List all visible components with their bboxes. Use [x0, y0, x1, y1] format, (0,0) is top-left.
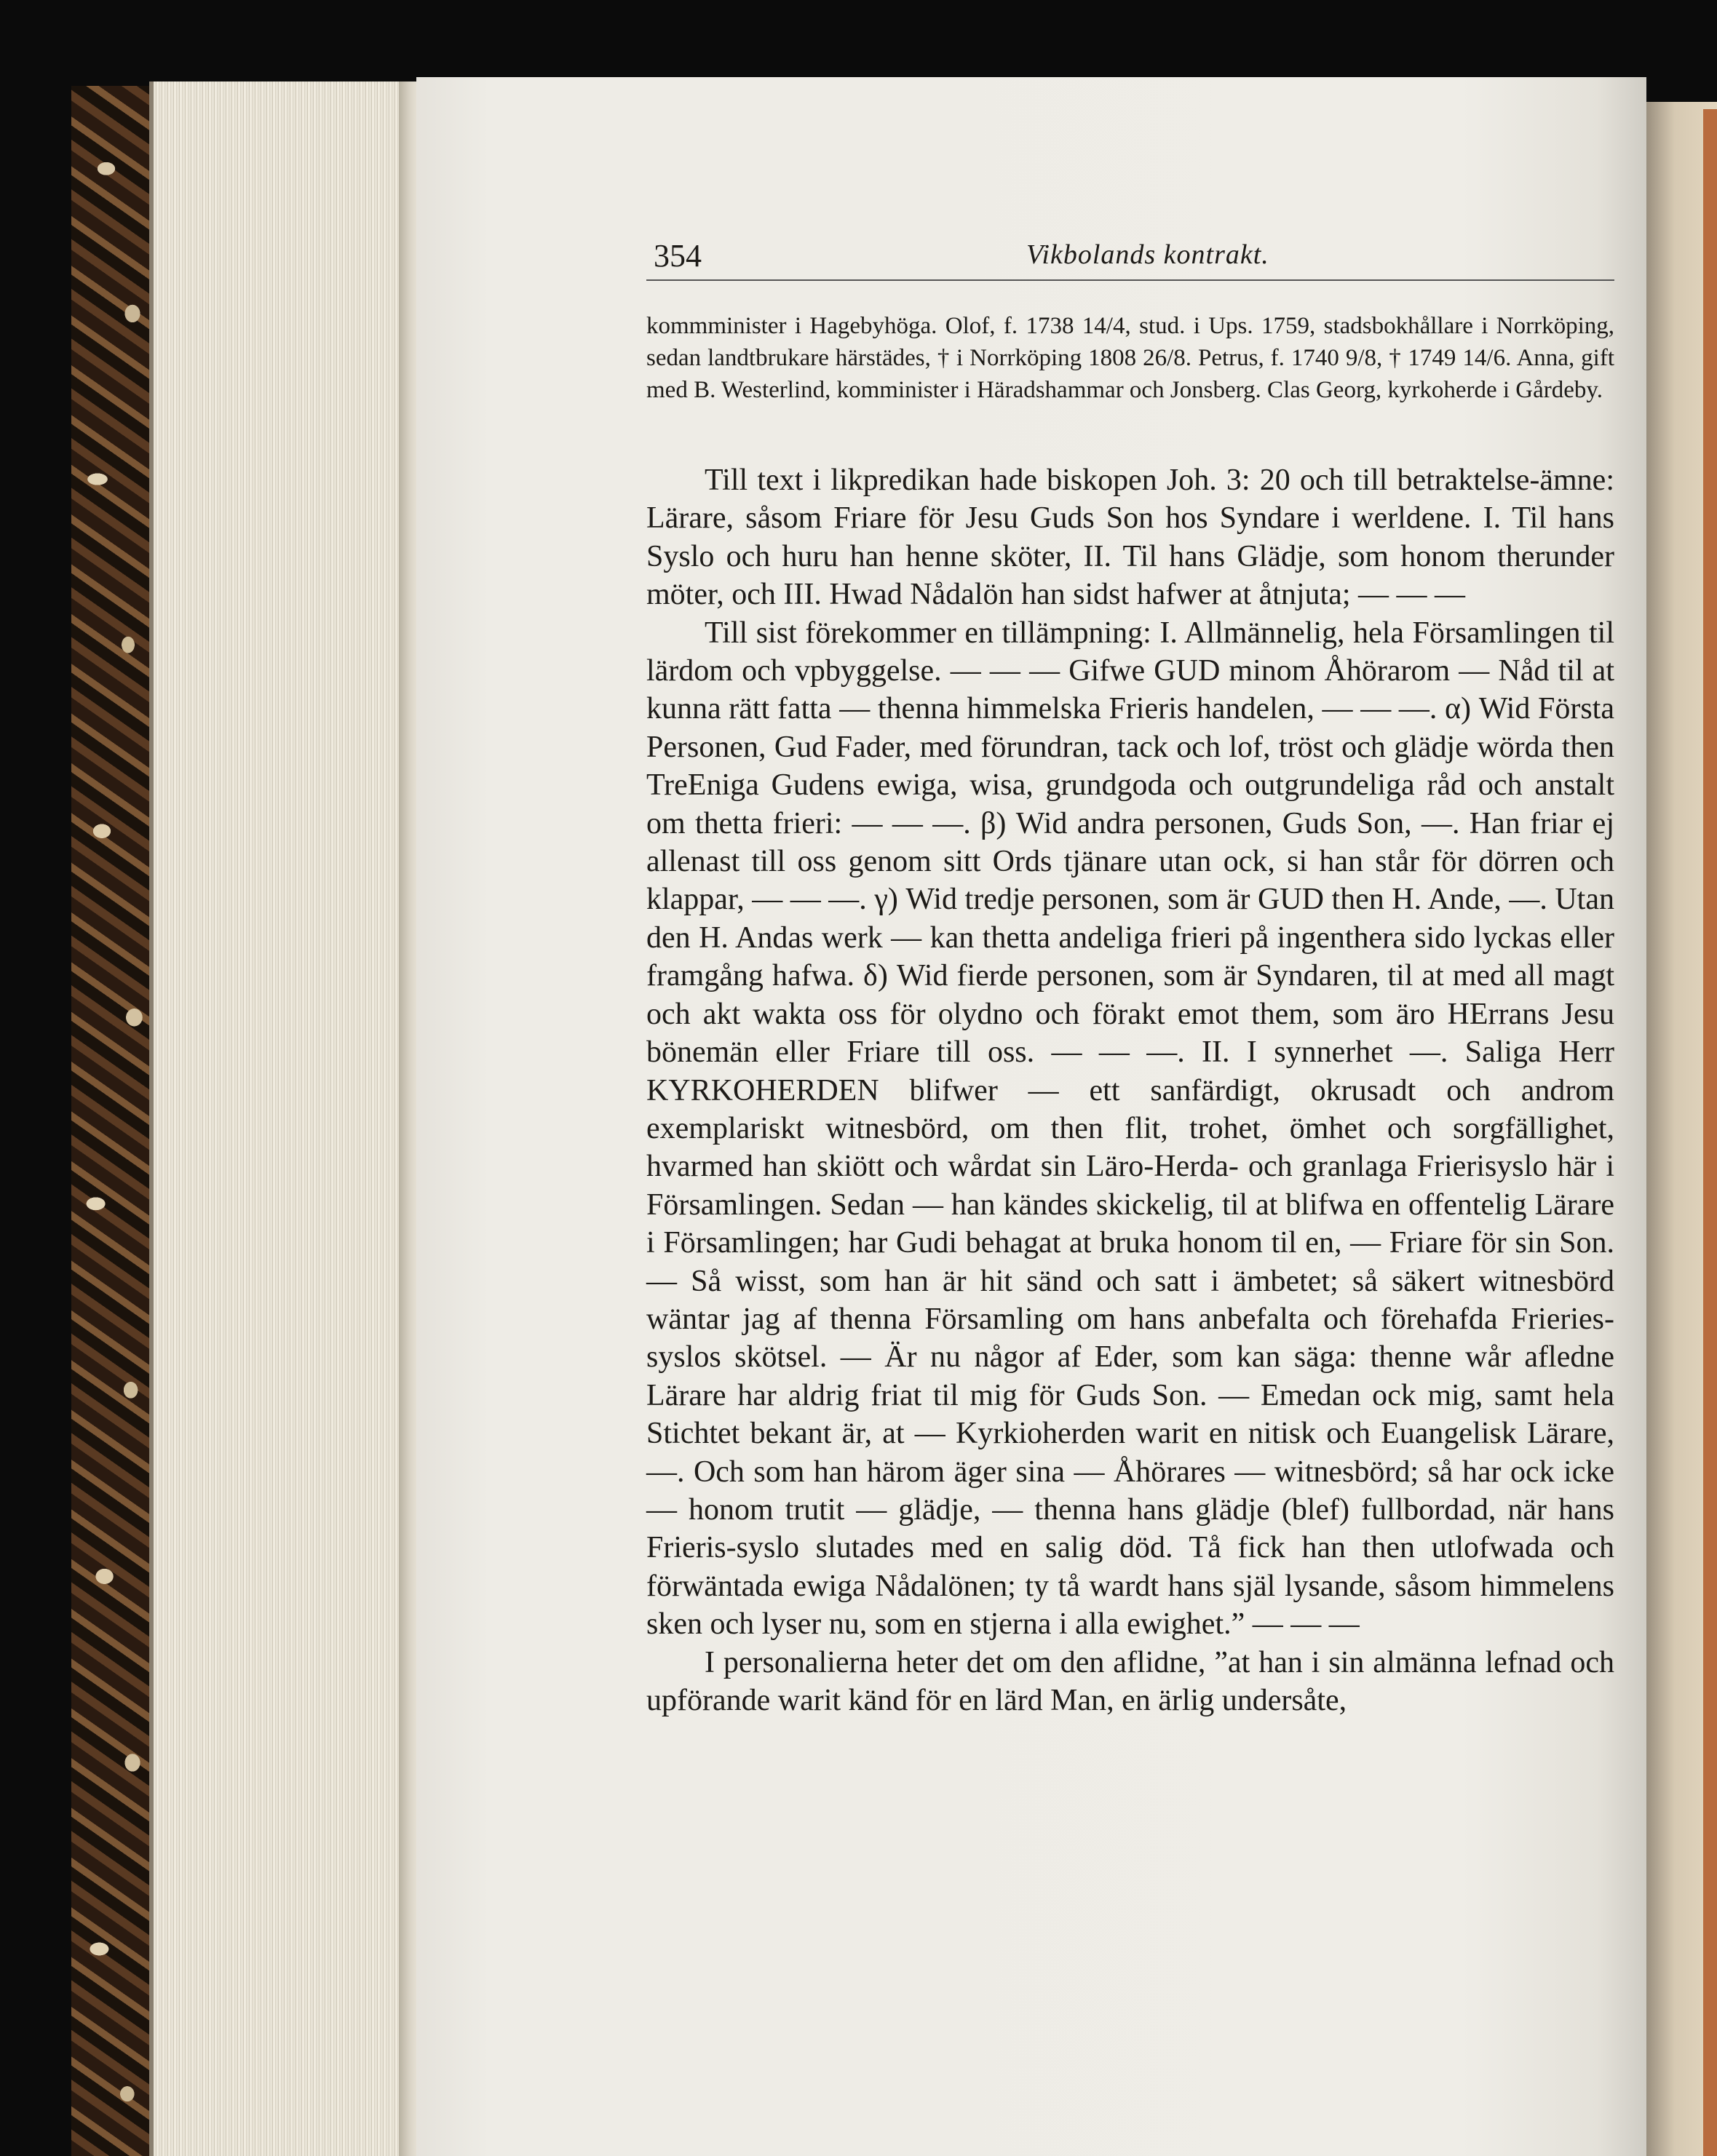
facing-cover-edge: [1703, 109, 1717, 2156]
paragraph: Till text i likpredikan hade biskopen Joh. 3: 20 och till betraktelse-ämne: Lärare, såsom Friare för Jesu Guds Son hos Syndare i werldene. I. Til hans Syslo och huru han henne sköter, II. Til hans Glädje, som honom therunder möter, och III. Hwad Nådalön han sidst hafwer at åtnjuta; — — —: [646, 464, 1614, 612]
paragraph: Till sist förekommer en tillämpning: I. Allmännelig, hela Församlingen til lärdom och vpbyggelse. — — — Gifwe GUD minom Åhörarom — Nåd til at kunna rätt fatta — thenna himmelska Frieris handelen, — — —. α) Wid Första Personen, Gud Fader, med förundran, tack och lof, tröst och glädje wörda then TreEniga Gudens ewiga, wisa, grundgoda och outgrundeliga råd och anstalt om thetta frieri: — — —. β) Wid andra personen, Guds Son, —. Han friar ej allenast till oss genom sitt Ords tjänare utan ock, si han står för dörren och klappar, — — —. γ) Wid tredje personen, som är GUD then H. Ande, —. Utan den H. Andas werk — kan thetta andeliga frieri på ingenthera sido lyckas eller framgång hafwa. δ) Wid fierde personen, som är Syndaren, til at med all magt och akt wakta oss för olydno och förakt emot them, som äro HErrans Jesu bönemän eller Friare till oss. — — —. II. I synnerhet —. Saliga Herr KYRKOHERDEN blifwer — ett sanfärdigt, okrusadt och androm exemplariskt witnesbörd, om then flit, trohet, ömhet och sorgfällighet, hvarmed han skiött och wårdat sin Läro-Herda- och granlaga Frierisyslo här i Församlingen. Sedan — han kändes skickelig, til at blifwa en offentelig Lärare i Församlingen; har Gudi behagat at bruka honom til en, — Friare för sin Son. — Så wisst, som han är hit sänd och satt i ämbetet; så säkert witnesbörd wäntar jag af thenna Församling om hans anbefalta och förehafda Frieries-syslos skötsel. — Är nu någor af Eder, som kan säga: thenne wår afledne Lärare har aldrig friat til mig för Guds Son. — Emedan ock mig, samt hela Stichtet bekant är, at — Kyrkioherden warit en nitisk och Euangelisk Lärare, —. Och som han härom äger sina — Åhörares — witnesbörd; så har ock icke — honom trutit — glädje, — thenna hans glädje (blef) fullbordad, när hans Frieris-syslo slutades med en salig död. Tå fick han then utlofwada och förwäntada ewiga Nådalönen; ty tå wardt hans själ lysande, såsom himmelens sken och lyser nu, som en stjerna i alla ewighet.” — — —: [646, 616, 1614, 1642]
footnote: kommminister i Hagebyhöga. Olof, f. 1738 14/4, stud. i Ups. 1759, stadsbokhållare i Norrköping, sedan landtbrukare härstädes, † i Norrköping 1808 26/8. Petrus, f. 1740 9/8, † 1749 14/6. Anna, gift med B. Westerlind, komminister i Häradshammar och Jonsberg. Clas Georg, kyrkoherde i Gårdeby.: [646, 313, 1614, 403]
paragraph: I personalierna heter det om den aflidne, ”at han i sin almänna lefnad och upförande warit känd för en lärd Man, en ärlig undersåte,: [646, 1645, 1614, 1717]
page-edges: [149, 81, 416, 2156]
page-number: 354: [654, 238, 702, 274]
marbled-book-cover: [71, 86, 159, 2156]
running-title: Vikbolands kontrakt.: [1026, 239, 1269, 270]
body-text: [646, 461, 1614, 1719]
running-head: [646, 234, 1614, 281]
